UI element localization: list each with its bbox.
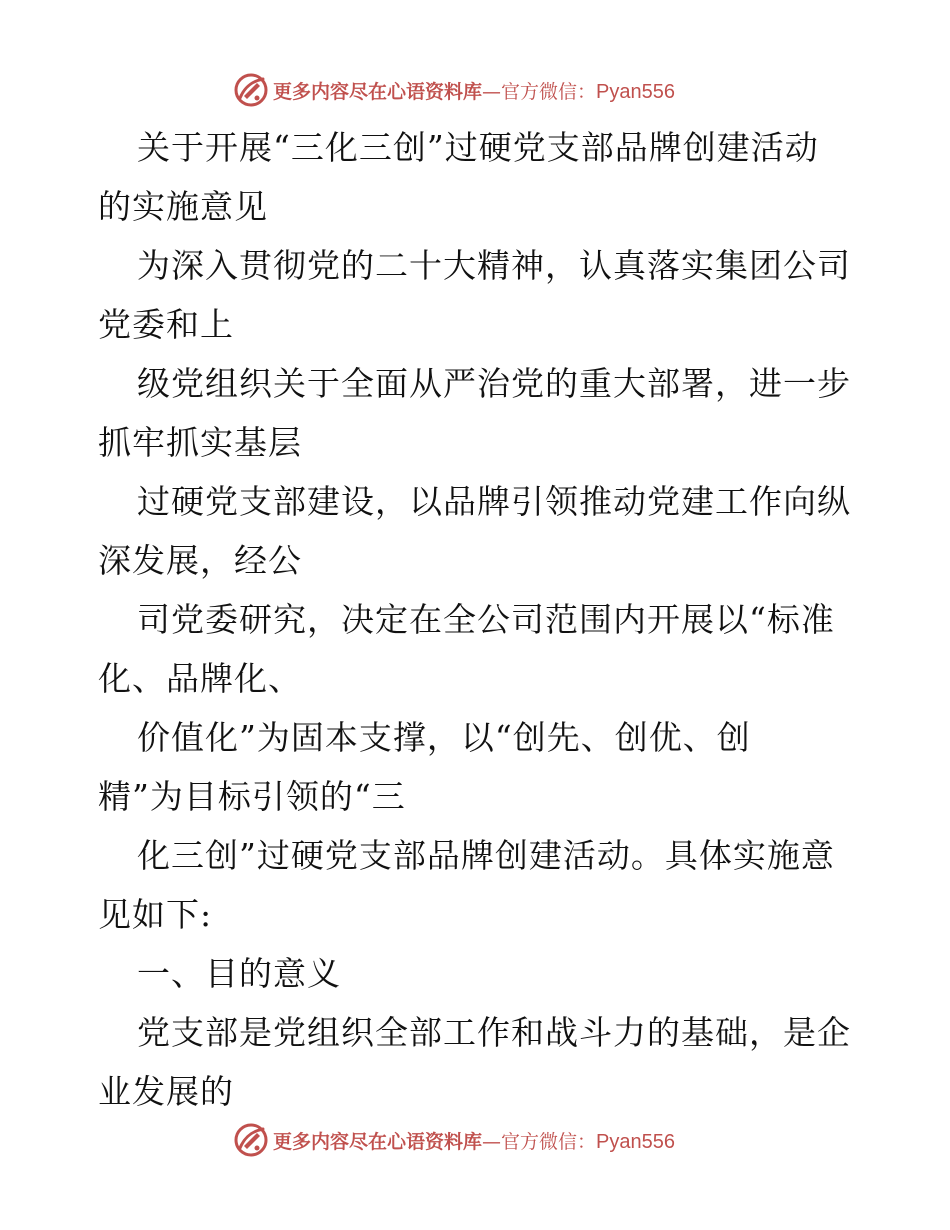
text-line: 为深入贯彻党的二十大精神，认真落实集团公司 [137,246,851,285]
text-line: 关于开展“三化三创”过硬党支部品牌创建活动 [137,128,819,167]
text-line: 过硬党支部建设，以品牌引领推动党建工作向纵 [137,482,851,521]
text-line: 抓牢抓实基层 [98,423,302,462]
watermark-footer [233,1122,675,1158]
text-line: 见如下: [98,895,213,934]
watermark-text [273,77,675,104]
document-body [98,118,858,1121]
text-line: 的实施意见 [98,187,268,226]
text-line: 化三创”过硬党支部品牌创建活动。具体实施意 [137,836,835,875]
watermark-label: 官方微信： [501,1130,597,1153]
text-line: 党支部是党组织全部工作和战斗力的基础，是企 [137,1013,851,1052]
watermark-lead: 更多内容尽在心语资料库 [273,80,483,103]
section-heading: 一、目的意义 [137,954,341,993]
text-line: 党委和上 [98,305,234,344]
watermark-label: 官方微信： [501,80,597,103]
text-line: 精”为目标引领的“三 [98,777,406,816]
watermark-text [273,1127,675,1154]
watermark-id: Pyan556 [596,1130,675,1153]
logo-icon [233,72,269,108]
logo-icon [233,1122,269,1158]
text-line: 价值化”为固本支撑，以“创先、创优、创 [137,718,751,757]
text-line: 深发展，经公 [98,541,302,580]
text-line: 级党组织关于全面从严治党的重大部署，进一步 [137,364,851,403]
watermark-dash: — [482,1130,502,1153]
watermark-lead: 更多内容尽在心语资料库 [273,1130,483,1153]
text-line: 化、品牌化、 [98,659,302,698]
watermark-id: Pyan556 [596,80,675,103]
watermark-dash: — [482,80,502,103]
text-line: 业发展的 [98,1072,234,1111]
watermark-header [233,72,675,108]
text-line: 司党委研究，决定在全公司范围内开展以“标准 [137,600,835,639]
